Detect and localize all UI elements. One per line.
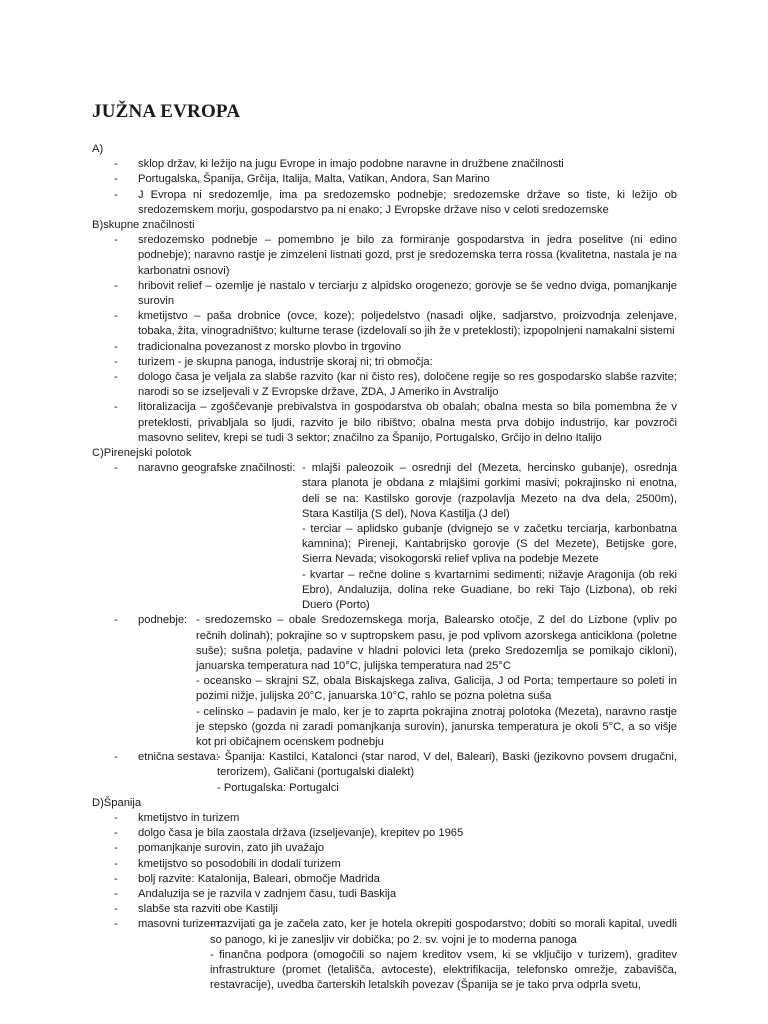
list-item: - Portugalska, Španija, Grčija, Italija, Malta, Vatikan, Andora, San Marino (92, 172, 677, 187)
list-item: - Andaluzija se je razvila v zadnjem času, tudi Baskija (92, 887, 677, 902)
relief-quaternary: - kvartar – rečne doline s kvartarnimi sedimenti; nižavje Aragonija (ob reki Ebro), Andaluzija, dolina reke Guadiane, bo reki Tajo (Lizbona), ob reki Duero (Porto) (302, 568, 677, 612)
list-item: - tradicionalna povezanost z morsko plovbo in trgovino (92, 340, 677, 355)
list-item: - sklop držav, ki ležijo na jugu Evrope in imajo podobne naravne in družbene značilnosti (92, 157, 677, 172)
list-item: - dolgo časa je bila zaostala država (izseljevanje), krepitev po 1965 (92, 826, 677, 841)
section-d-heading: D)Španija (92, 796, 142, 809)
list-item: - litoralizacija – zgoščevanje prebivalstva in gospodarstva ob obalah; obalna mesta so bila pomembna že v preteklosti, privabljala so ljudi, razvito je bilo ribištvo; obalna mesta prva dobijo industrijo, kar povzroči masovno selitev, krepi se tudi 3 sektor; značilno za Španijo, Portugalsko, Grčijo in delno Italijo (92, 400, 677, 446)
section-a-list (92, 157, 677, 218)
document-body (92, 142, 677, 993)
list-item-relief (92, 461, 677, 613)
list-item: - sredozemsko podnebje – pomembno je bilo za formiranje gospodarstva in jedra poselitve (ni edino podnebje); naravno rastje je zimzeleni listnati gozd, prst je sredozemska terra rossa (kvalitetna, nastala je na karbonatni osnovi) (92, 233, 677, 279)
tourism-reason: - razvijati ga je začela zato, ker je hotela okrepiti gospodarstvo; dobiti so morali kapital, uvedli so panogo, ki je zanesljiv vir dobička; po 2. sv. vojni je to moderna panoga (210, 918, 677, 946)
section-c-list (92, 461, 677, 795)
list-item-climate (92, 613, 677, 750)
tourism-support: - finančna podpora (omogočili so najem kreditov vsem, ki se vključijo v turizem), graditev infrastrukture (promet (letališča, avtoceste), elektrifikacija, telefonsko omrežje, zabavišča, restavracije), uvedba čarterskih letalskih povezav (Španija se je tako prva odprla svetu, (210, 948, 677, 992)
list-item-ethnic (92, 750, 677, 796)
section-a-heading: A) (92, 143, 104, 155)
section-d-list (92, 811, 677, 993)
relief-label: - naravno geografske značilnosti: (138, 462, 296, 475)
list-item: - kmetijstvo – paša drobnice (ovce, koze); poljedelstvo (nasadi oljke, sadjarstvo, proizvodnja zelenjave, tobaka, žita, vinogradništvo; kulturne terase (izdelovali so jih že v preteklosti); izpopolnjeni namakalni sistemi (92, 309, 677, 339)
climate-mediterranean: - sredozemsko – obale Sredozemskega morja, Balearsko otočje, Z del do Lizbone (vpliv po rečnih dolinah); pokrajine so v suptropskem pasu, je pod vplivom azorskega anticiklona (poletne suše); sušna poletja, padavine v hladni polovici leta (preko Sredozemlja se pomikajo cikloni), januarska temperatura nad 10°C, julijska temperatura nad 25°C (196, 614, 677, 672)
ethnic-spain: - Španija: Kastilci, Katalonci (star narod, V del, Baleari), Baski (jezikovno povsem drugačni, terorizem), Galičani (portugalski dialekt) (217, 751, 677, 779)
list-item: - kmetijstvo in turizem (92, 811, 677, 826)
climate-continental: - celinsko – padavin je malo, ker je to zaprta pokrajina znotraj polotoka (Mezeta), naravno rastje je stepsko (gozda ni zaradi pomanjkanja surovin), janurska temperatura je okoli 5°C, a so višje kot pri običajnem ocenskem podnebju (196, 705, 677, 748)
list-item: - bolj razvite: Katalonija, Baleari, območje Madrida (92, 872, 677, 887)
list-item-tourism (92, 917, 677, 993)
list-item: - pomanjkanje surovin, zato jih uvažajo (92, 841, 677, 856)
list-item: - kmetijstvo so posodobili in dodali turizem (92, 857, 677, 872)
tourism-label: - masovni turizem: (138, 918, 223, 931)
document-title: JUŽNA EVROPA (92, 101, 241, 122)
list-item: - turizem - je skupna panoga, industrije skoraj ni; tri območja: (92, 355, 677, 370)
list-item: - J Evropa ni sredozemlje, ima pa sredozemsko podnebje; sredozemske države so tiste, ki ležijo ob sredozemskem morju, gospodarstvo pa ni enako; J Evropske države niso v celoti sredozemske (92, 188, 677, 218)
climate-label: - podnebje: (138, 614, 188, 627)
ethnic-label: - etnična sestava: (138, 751, 219, 764)
relief-tertiary: - terciar – aplidsko gubanje (dvignejo se v začetku terciarja, karbonbatna kamnina); Pireneji, Kantabrijsko gorovje (S del Mezete), Betijske gore, Sierra Nevada; visokogorski relief vpliva na podebje Mezete (302, 523, 677, 566)
section-b-list (92, 233, 677, 446)
list-item: - slabše sta razviti obe Kastilji (92, 902, 677, 917)
section-c-heading: C)Pirenejski polotok (92, 447, 192, 460)
list-item: - dologo časa je veljala za slabše razvito (kar ni čisto res), določene regije so res gospodarsko slabše razvite; narodi so se izseljevali v Z Evropske države, ZDA, J Ameriko in Avstralijo (92, 370, 677, 400)
relief-paleozoic: - mlajši paleozoik – osrednji del (Mezeta, hercinsko gubanje), osrednja stara planota je obdana z mlajšimi gorkimi masivi; pokrajinsko ni enotna, deli se na: Kastilsko gorovje (razpolavlja Mezeto na dva dela, 2500m), Stara Kastilja (S del), Nova Kastilja (J del) (302, 462, 677, 520)
climate-oceanic: - oceansko – skrajni SZ, obala Biskajskega zaliva, Galicija, J od Porta; tempertaure so poleti in pozimi nižje, julijska 20°C, januarska 10°C, rahlo se pozna poletna suša (196, 675, 677, 703)
section-b-heading: B)skupne značilnosti (92, 219, 195, 232)
ethnic-portugal: - Portugalska: Portugalci (217, 781, 339, 794)
list-item: - hribovit relief – ozemlje je nastalo v terciarju z alpidsko orogenezo; gorovje se še vedno dviga, pomanjkanje surovin (92, 279, 677, 309)
